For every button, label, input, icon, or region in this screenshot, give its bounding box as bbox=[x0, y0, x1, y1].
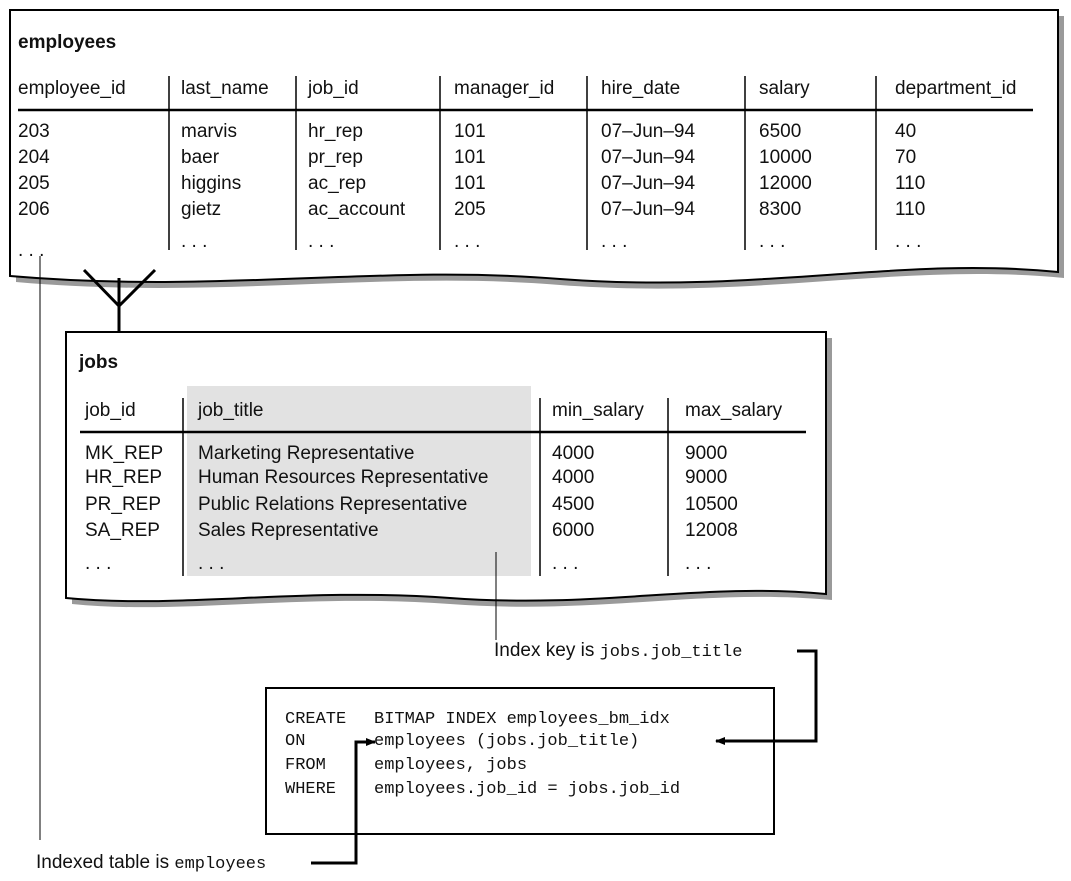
employees-header-last-name: last_name bbox=[181, 78, 269, 99]
jobs-cell: 12008 bbox=[685, 520, 738, 541]
employees-cell: 101 bbox=[454, 121, 486, 142]
sql-keyword: WHERE bbox=[285, 780, 337, 799]
employees-cell: 101 bbox=[454, 173, 486, 194]
employees-cell: pr_rep bbox=[308, 147, 363, 168]
jobs-header-job-title: job_title bbox=[198, 400, 264, 421]
employees-cell: 07–Jun–94 bbox=[601, 173, 696, 194]
indexed-table-annotation bbox=[36, 852, 266, 875]
jobs-header-job-id: job_id bbox=[85, 400, 136, 421]
jobs-cell: Human Resources Representative bbox=[198, 467, 489, 488]
index-key-label: Index key is bbox=[494, 640, 600, 661]
employees-cell: hr_rep bbox=[308, 121, 363, 142]
employees-header-salary: salary bbox=[759, 78, 810, 99]
jobs-cell: HR_REP bbox=[85, 467, 163, 488]
jobs-cell: 9000 bbox=[685, 467, 728, 488]
employees-cell: 07–Jun–94 bbox=[601, 199, 696, 220]
employees-cell: . . . bbox=[308, 231, 335, 252]
employees-cell: . . . bbox=[18, 240, 45, 261]
employees-cell: 204 bbox=[18, 147, 50, 168]
employees-cell: 203 bbox=[18, 121, 50, 142]
employees-table-title: employees bbox=[18, 32, 117, 53]
index-key-code: jobs.job_title bbox=[599, 643, 743, 662]
jobs-cell: 9000 bbox=[685, 443, 728, 464]
employees-cell: 6500 bbox=[759, 121, 802, 142]
employees-cell: 40 bbox=[895, 121, 917, 142]
employees-cell: marvis bbox=[181, 121, 237, 142]
jobs-cell: Sales Representative bbox=[198, 520, 379, 541]
index-key-annotation bbox=[494, 640, 742, 663]
employees-cell: 8300 bbox=[759, 199, 802, 220]
sql-keyword: CREATE bbox=[285, 710, 347, 729]
jobs-cell: . . . bbox=[198, 553, 225, 574]
relationship-connector bbox=[84, 270, 155, 334]
employees-cell: 12000 bbox=[759, 173, 812, 194]
employees-cell: 07–Jun–94 bbox=[601, 147, 696, 168]
jobs-cell: Marketing Representative bbox=[198, 443, 415, 464]
employees-cell: . . . bbox=[895, 231, 922, 252]
sql-keyword: FROM bbox=[285, 756, 326, 775]
jobs-cell: . . . bbox=[552, 553, 579, 574]
employees-cell: gietz bbox=[181, 199, 222, 220]
sql-keyword: ON bbox=[285, 732, 306, 751]
employees-cell: 70 bbox=[895, 147, 917, 168]
employees-cell: 205 bbox=[454, 199, 486, 220]
employees-cell: 110 bbox=[895, 173, 926, 194]
jobs-cell: PR_REP bbox=[85, 494, 162, 515]
employees-cell: . . . bbox=[759, 231, 786, 252]
jobs-cell: 4000 bbox=[552, 443, 595, 464]
employees-header-hire-date: hire_date bbox=[601, 78, 681, 99]
sql-clause: employees, jobs bbox=[374, 756, 528, 775]
sql-clause: employees.job_id = jobs.job_id bbox=[374, 780, 681, 799]
jobs-header-max-salary: max_salary bbox=[685, 400, 783, 421]
employees-cell: ac_rep bbox=[308, 173, 367, 194]
employees-cell: 10000 bbox=[759, 147, 812, 168]
jobs-header-min-salary: min_salary bbox=[552, 400, 644, 421]
jobs-cell: SA_REP bbox=[85, 520, 160, 541]
jobs-cell: 4000 bbox=[552, 467, 595, 488]
jobs-cell: 6000 bbox=[552, 520, 595, 541]
employees-cell: higgins bbox=[181, 173, 242, 194]
jobs-cell: 4500 bbox=[552, 494, 595, 515]
employees-cell: 110 bbox=[895, 199, 926, 220]
jobs-cell: Public Relations Representative bbox=[198, 494, 468, 515]
employees-header-job-id: job_id bbox=[308, 78, 359, 99]
employees-cell: . . . bbox=[181, 231, 208, 252]
indexed-table-label: Indexed table is bbox=[36, 852, 175, 873]
employees-cell: 101 bbox=[454, 147, 486, 168]
employees-cell: baer bbox=[181, 147, 220, 168]
indexed-table-code: employees bbox=[174, 855, 267, 874]
employees-cell: ac_account bbox=[308, 199, 406, 220]
employees-header-manager-id: manager_id bbox=[454, 78, 555, 99]
jobs-cell: 10500 bbox=[685, 494, 738, 515]
employees-cell: 07–Jun–94 bbox=[601, 121, 696, 142]
jobs-cell: . . . bbox=[685, 553, 712, 574]
employees-cell: . . . bbox=[454, 231, 481, 252]
employees-cell: 205 bbox=[18, 173, 50, 194]
jobs-cell: MK_REP bbox=[85, 443, 164, 464]
jobs-cell: . . . bbox=[85, 553, 112, 574]
sql-clause: employees (jobs.job_title) bbox=[374, 732, 640, 751]
employees-header-employee-id: employee_id bbox=[18, 78, 126, 99]
sql-clause: BITMAP INDEX employees_bm_idx bbox=[374, 710, 670, 729]
employees-cell: 206 bbox=[18, 199, 50, 220]
jobs-table-title: jobs bbox=[79, 352, 119, 373]
employees-header-department-id: department_id bbox=[895, 78, 1017, 99]
employees-cell: . . . bbox=[601, 231, 628, 252]
